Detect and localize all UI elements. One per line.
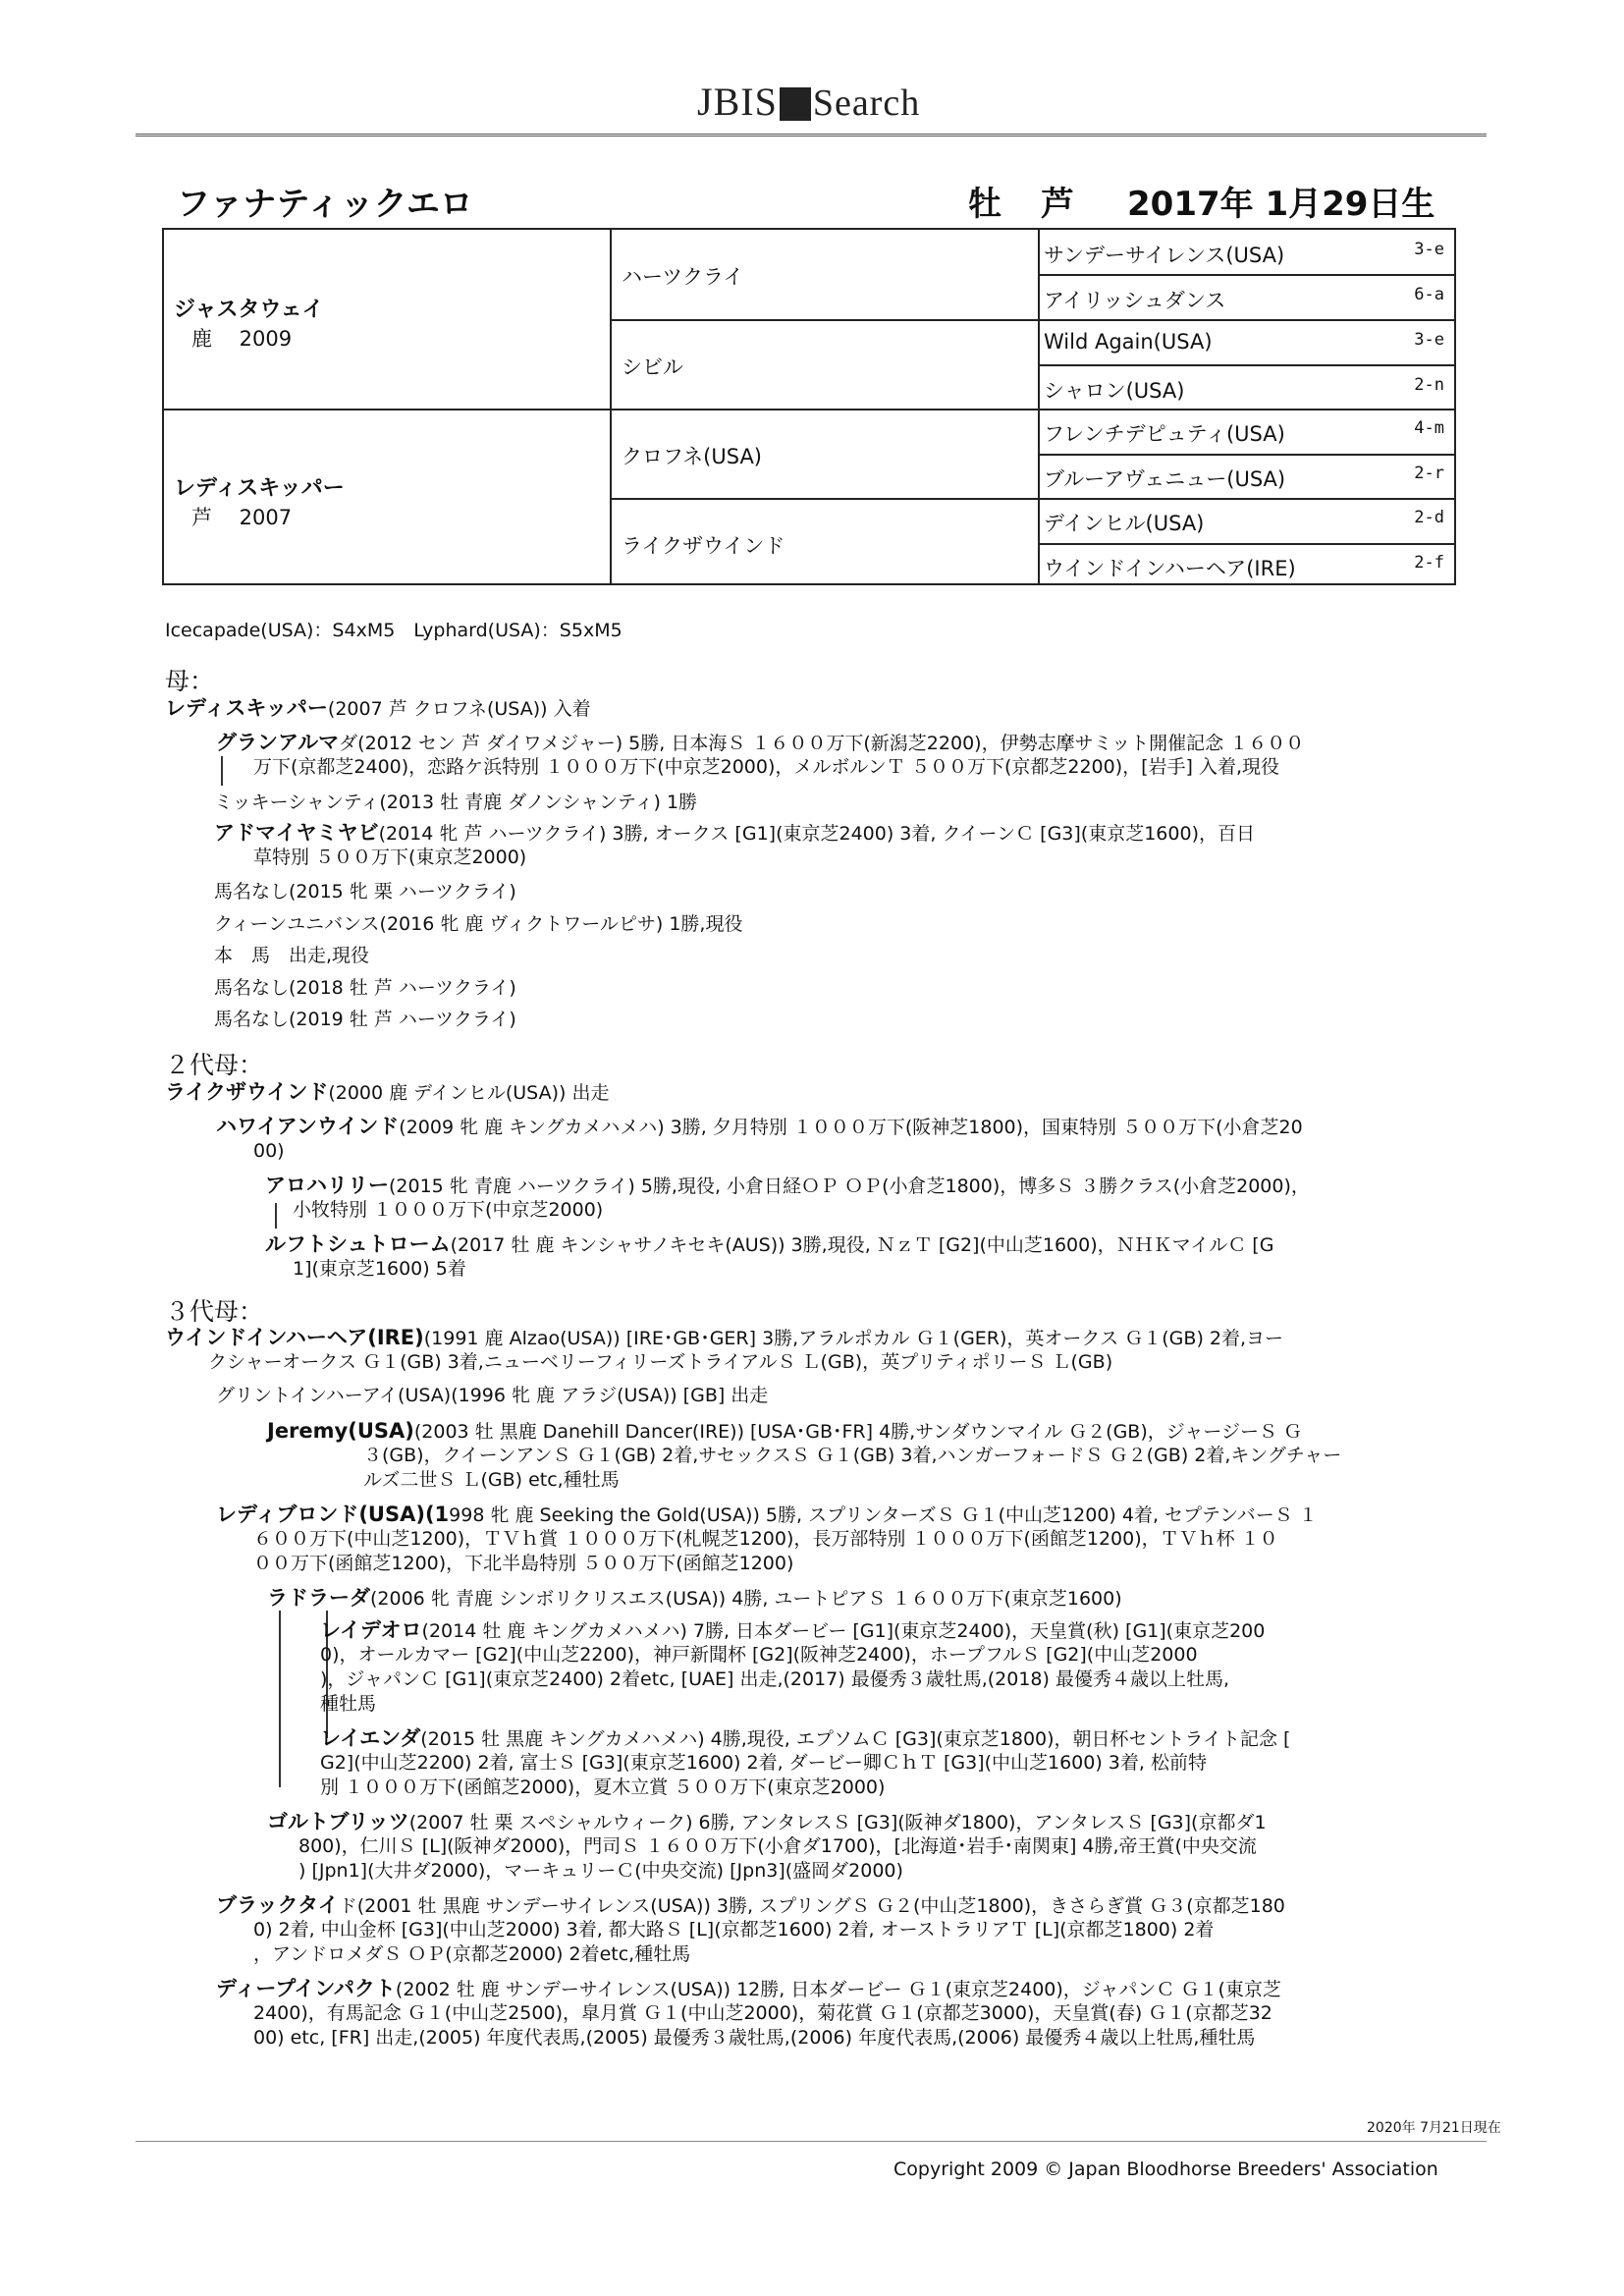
family-line: ゴルトブリッツ(2007 牡 栗 スペシャルウィーク) 6勝, アンタレスＳ [G3](阪神ダ1800)，アンタレスＳ [G3](京都ダ1 [267, 1810, 1267, 1833]
family-line: ラドラーダ(2006 牝 青鹿 シンボリクリスエス(USA)) 4勝, ユートピアＳ １６００万下(東京芝1600) [267, 1586, 1122, 1610]
family-line: アロハリリー(2015 牝 青鹿 ハーツクライ) 5勝,現役, 小倉日経ＯＰ ＯＰ(小倉芝1800)，博多Ｓ ３勝クラス(小倉芝2000)， [265, 1174, 1310, 1197]
family-line: Jeremy(USA)(2003 牡 黒鹿 Danehill Dancer(IRE)) [USA･GB･FR] 4勝,サンダウンマイル Ｇ２(GB)，ジャージーＳ Ｇ [267, 1419, 1303, 1443]
gen3-name: サンデーサイレンス(USA) [1044, 244, 1285, 267]
family-line: 種牡馬 [320, 1693, 377, 1715]
horse-logo-icon [780, 87, 811, 121]
family-code: 2-n [1414, 375, 1444, 395]
family-line: グリントインハーアイ(USA)(1996 牝 鹿 アラジ(USA)) [GB] 出走 [216, 1385, 769, 1406]
family-line: 00) [253, 1140, 285, 1162]
sire-name: ジャスタウェイ [174, 298, 324, 322]
gen3-cell [1044, 464, 1456, 493]
family-line: クィーンユニバンス(2016 牝 鹿 ヴィクトワールピサ) 1勝,現役 [214, 913, 743, 935]
gen3-cell [1044, 553, 1456, 582]
horse-name: ファナティックエロ [177, 185, 473, 224]
sire-info: 鹿 2009 [191, 327, 293, 351]
inbreeding-note: Icecapade(USA)：S4xM5 Lyphard(USA)：S5xM5 [165, 620, 623, 641]
family-line: 別 １０００万下(函館芝2000)，夏木立賞 ５００万下(東京芝2000) [320, 1777, 886, 1798]
family-line: ディープインパクト(2002 牡 鹿 サンデーサイレンス(USA)) 12勝, 日本ダービー Ｇ１(東京芝2400)，ジャパンＣ Ｇ１(東京芝 [216, 1977, 1281, 2000]
pedigree-table [162, 228, 1456, 585]
family-line: )，ジャパンＣ [G1](東京芝2400) 2着etc, [UAE] 出走,(2017) 最優秀３歳牡馬,(2018) 最優秀４歳以上牡馬, [320, 1668, 1230, 1690]
dam-cell [174, 471, 345, 531]
as-of-date: 2020年 7月21日現在 [1367, 2120, 1501, 2136]
family-line: アドマイヤミヤビ(2014 牝 芦 ハーツクライ) 3勝, オークス [G1](東京芝2400) 3着, クイーンＣ [G3](東京芝1600)，百日 [214, 821, 1255, 845]
family-line: 0) 2着, 中山金杯 [G3](中山芝2000) 3着, 都大路Ｓ [L](京都芝1600) 2着, オーストラリアＴ [L](京都芝1800) 2着 [253, 1919, 1215, 1941]
family-code: 6-a [1414, 285, 1444, 304]
gen3-name: Wild Again(USA) [1044, 330, 1213, 354]
family-code: 2-d [1414, 508, 1444, 527]
gen3-cell [1044, 330, 1456, 354]
gen3-cell [1044, 285, 1456, 314]
family-line: ，アンドロメダＳ ＯＰ(京都芝2000) 2着etc,種牡馬 [253, 1943, 691, 1965]
family-line: 2400)，有馬記念 Ｇ１(中山芝2500)，皐月賞 Ｇ１(中山芝2000)，菊花賞 Ｇ１(京都芝3000)，天皇賞(春) Ｇ１(京都芝32 [253, 2002, 1272, 2024]
family-line: レディスキッパー(2007 芦 クロフネ(USA)) 入着 [165, 696, 591, 720]
family-line: 草特別 ５００万下(東京芝2000) [253, 847, 527, 868]
family-line: G2](中山芝2200) 2着, 富士Ｓ [G3](東京芝1600) 2着, ダービー卿ＣｈＴ [G3](中山芝1600) 3着, 松前特 [320, 1752, 1207, 1774]
family-line: ) [Jpn1](大井ダ2000)，マーキュリーＣ(中央交流) [Jpn3](盛岡ダ2000) [298, 1860, 903, 1882]
family-line: 馬名なし(2019 牡 芦 ハーツクライ) [214, 1009, 516, 1030]
family-line: ライクザウインド(2000 鹿 デインヒル(USA)) 出走 [165, 1080, 610, 1104]
gen3-name: フレンチデピュティ(USA) [1044, 422, 1285, 446]
family-code: 3-e [1414, 330, 1444, 350]
family-line: ミッキーシャンティ(2013 牡 青鹿 ダノンシャンティ) 1勝 [214, 792, 698, 813]
dam-info: 芦 2007 [191, 506, 293, 529]
gen3-name: ブルーアヴェニュー(USA) [1044, 467, 1286, 491]
family-line: ００万下(函館芝1200)，下北半島特別 ５００万下(函館芝1200) [253, 1553, 794, 1574]
family-line: レディブロンド(USA)(1998 牝 鹿 Seeking the Gold(USA)) 5勝, スプリンターズＳ Ｇ１(中山芝1200) 4着, セプテンバーＳ １ [216, 1503, 1318, 1526]
gen3-name: デインヒル(USA) [1044, 512, 1205, 535]
jbis-search-logo [697, 79, 920, 125]
family-line: 00) etc, [FR] 出走,(2005) 年度代表馬,(2005) 最優秀３歳牡馬,(2006) 年度代表馬,(2006) 最優秀４歳以上牡馬,種牡馬 [253, 2027, 1256, 2049]
footer-rule [135, 2141, 1487, 2142]
family-line: 馬名なし(2018 牡 芦 ハーツクライ) [214, 977, 516, 999]
family-line: ウインドインハーヘア(IRE)(1991 鹿 Alzao(USA)) [IRE･GB･GER] 3勝,アラルポカル Ｇ１(GER)，英オークス Ｇ１(GB) 2着,ヨー [165, 1326, 1284, 1349]
copyright: Copyright 2009 © Japan Bloodhorse Breeders' Association [893, 2159, 1438, 2180]
family-line: ルフトシュトローム(2017 牡 鹿 キンシャサノキセキ(AUS)) 3勝,現役, ＮｚＴ [G2](中山芝1600)，ＮＨＫマイルＣ [G [265, 1232, 1274, 1256]
family-line: 0)，オールカマー [G2](中山芝2200)，神戸新聞杯 [G2](阪神芝2400)，ホープフルＳ [G2](中山芝2000 [320, 1644, 1198, 1666]
section-dam: 母： [165, 667, 215, 695]
gen3-cell [1044, 418, 1456, 448]
gen2-sire-sire: ハーツクライ [622, 265, 744, 289]
family-line: グランアルマダ(2012 セン 芦 ダイワメジャー) 5勝, 日本海Ｓ １６００万下(新潟芝2200)，伊勢志摩サミット開催記念 １６００ [216, 731, 1305, 754]
gen3-cell [1044, 375, 1456, 405]
family-line: ３(GB)，クイーンアンＳ Ｇ１(GB) 2着,サセックスＳ Ｇ１(GB) 3着,ハンガーフォードＳ Ｇ２(GB) 2着,キングチャー [363, 1445, 1342, 1466]
gen2-sire-dam: シビル [622, 355, 683, 379]
family-connector [221, 756, 223, 786]
family-line: レイデオロ(2014 牡 鹿 キングカメハメハ) 7勝, 日本ダービー [G1](東京芝2400)，天皇賞(秋) [G1](東京芝200 [320, 1618, 1266, 1642]
gen3-name: ウインドインハーヘア(IRE) [1044, 557, 1296, 580]
family-line: ブラックタイド(2001 牡 黒鹿 サンデーサイレンス(USA)) 3勝, スプリングＳ Ｇ２(中山芝1800)，きさらぎ賞 Ｇ３(京都芝180 [216, 1893, 1285, 1917]
family-code: 4-m [1414, 418, 1444, 438]
family-line: レイエンダ(2015 牡 黒鹿 キングカメハメハ) 4勝,現役, エプソムＣ [G3](東京芝1800)，朝日杯セントライト記念 [ [320, 1726, 1291, 1750]
family-line: ハワイアンウインド(2009 牝 鹿 キングカメハメハ) 3勝, 夕月特別 １０００万下(阪神芝1800)，国東特別 ５００万下(小倉芝20 [216, 1115, 1303, 1138]
gen3-name: シャロン(USA) [1044, 379, 1185, 403]
family-line: ６００万下(中山芝1200)，ＴＶｈ賞 １０００万下(札幌芝1200)，長万部特別 １０００万下(函館芝1200)，ＴＶｈ杯 １０ [253, 1528, 1278, 1550]
family-line: 本 馬 出走,現役 [214, 945, 370, 966]
family-line: 馬名なし(2015 牝 栗 ハーツクライ) [214, 881, 516, 902]
family-line: 800)，仁川Ｓ [L](阪神ダ2000)，門司Ｓ １６００万下(小倉ダ1700)，[北海道･岩手･南関東] 4勝,帝王賞(中央交流 [298, 1835, 1257, 1857]
family-code: 2-r [1414, 464, 1444, 483]
section-second-dam: ２代母： [165, 1051, 264, 1079]
family-connector [279, 1611, 281, 1787]
family-line: 1](東京芝1600) 5着 [293, 1258, 466, 1280]
family-line: 万下(京都芝2400)，恋路ケ浜特別 １０００万下(中京芝2000)，メルボルンＴ ５００万下(京都芝2200)，[岩手] 入着,現役 [253, 756, 1280, 778]
horse-sex: 牡 [968, 185, 1001, 224]
horse-color: 芦 [1041, 185, 1074, 224]
family-connector [275, 1203, 277, 1229]
family-code: 2-f [1414, 553, 1444, 573]
gen3-cell [1044, 508, 1456, 537]
section-third-dam: ３代母： [165, 1297, 264, 1326]
gen3-cell [1044, 240, 1456, 269]
family-line: クシャーオークス Ｇ１(GB) 3着,ニューベリーフィリーズトライアルＳ Ｌ(GB)，英プリティポリーＳ Ｌ(GB) [208, 1351, 1113, 1373]
family-code: 3-e [1414, 240, 1444, 259]
gen2-dam-dam: ライクザウインド [622, 534, 785, 558]
logo-text-right: Search [812, 82, 921, 124]
gen3-name: アイリッシュダンス [1044, 289, 1226, 312]
header-rule [135, 134, 1487, 137]
logo-text-left: JBIS [697, 80, 778, 124]
family-line: ルズ二世Ｓ Ｌ(GB) etc,種牡馬 [363, 1469, 620, 1491]
family-line: 小牧特別 １０００万下(中京芝2000) [293, 1199, 604, 1221]
horse-birth: 2017年 1月29日生 [1127, 185, 1435, 224]
gen2-dam-sire: クロフネ(USA) [622, 445, 763, 468]
dam-name: レディスキッパー [174, 476, 345, 501]
sire-cell [174, 293, 324, 353]
